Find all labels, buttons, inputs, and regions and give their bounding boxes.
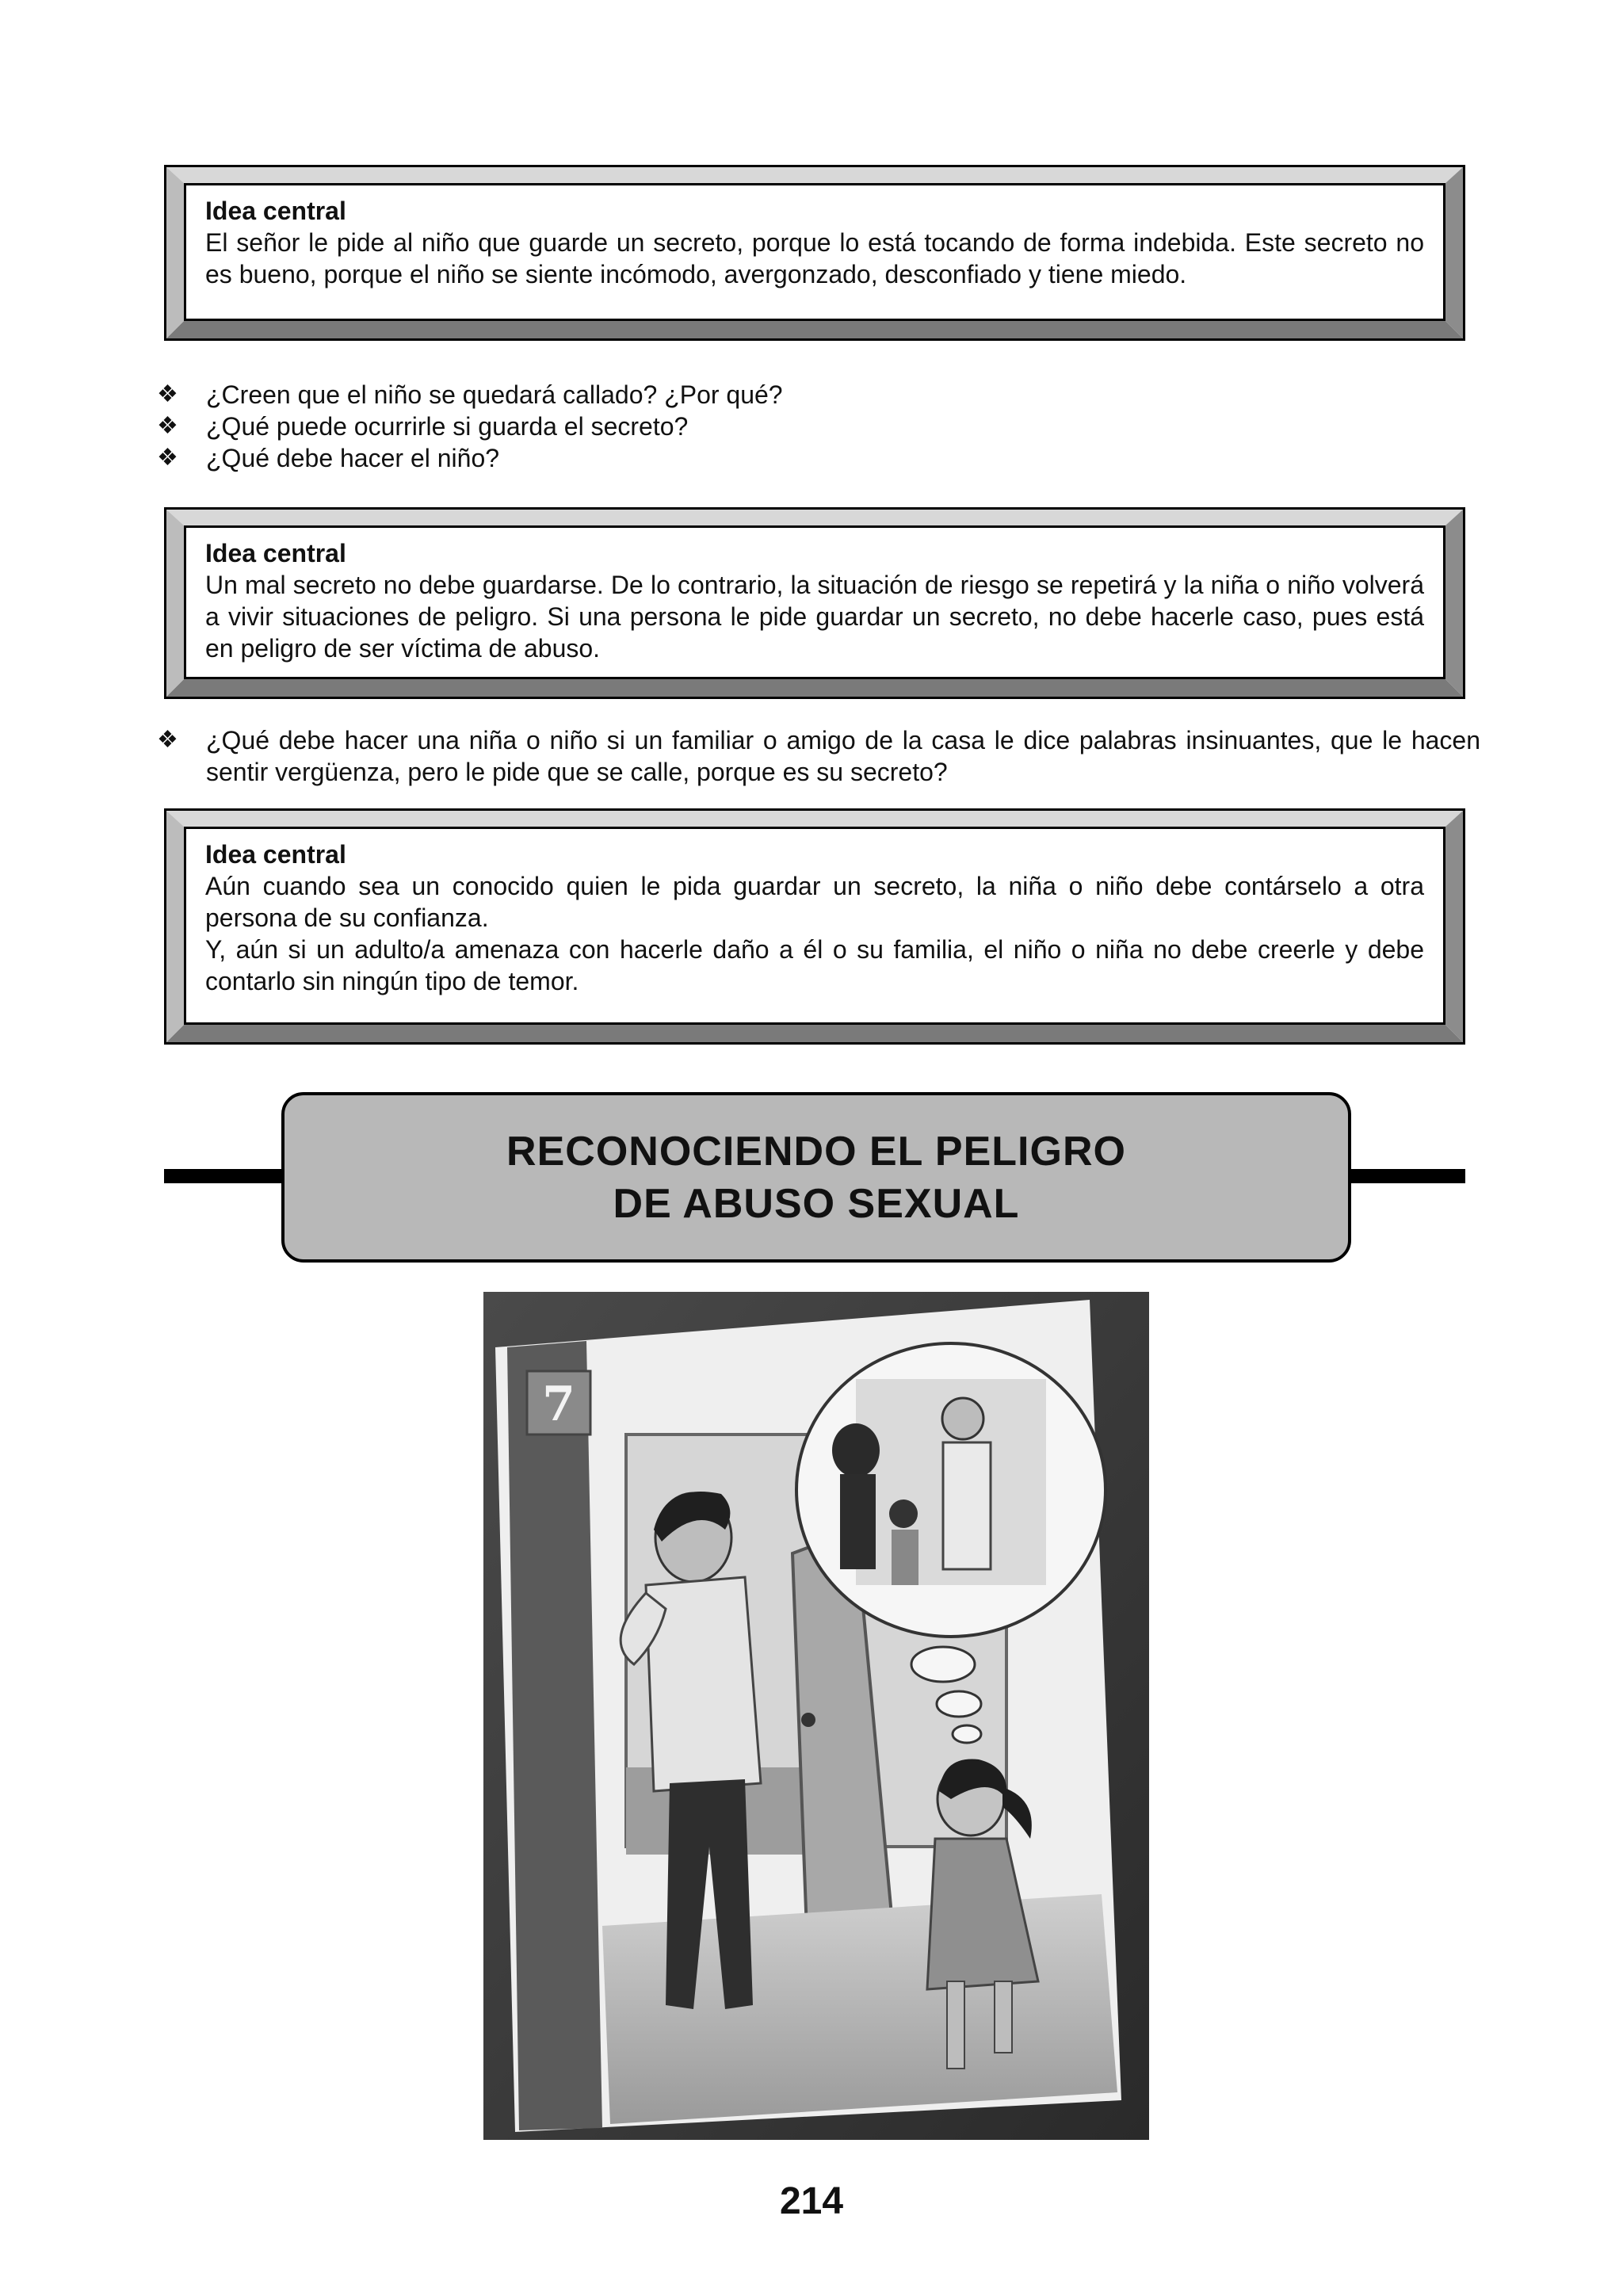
idea-box-2 [164, 507, 1465, 699]
idea-title: Idea central [205, 840, 346, 869]
bubble-woman-hair [832, 1423, 880, 1477]
banner-title-line-1: RECONOCIENDO EL PELIGRO [506, 1129, 1126, 1175]
idea-paragraph: Aún cuando sea un conocido quien le pida guardar un secreto, la niña o niño debe contárselo a otra persona de su confianza. [205, 872, 1424, 932]
diamond-bullet-icon: ❖ [157, 413, 178, 439]
diamond-bullet-icon: ❖ [157, 727, 178, 753]
diamond-bullet-icon: ❖ [157, 381, 178, 407]
question-item: ❖ ¿Creen que el niño se quedará callado? ¿Por qué? [157, 380, 783, 409]
idea-paragraph: Un mal secreto no debe guardarse. De lo contrario, la situación de riesgo se repetirá y la niña o niño volverá a vivir situaciones de peligro. Si una persona le pide guardar un secreto, no debe hacerle caso, pues está en peligro de ser víctima de abuso. [205, 571, 1424, 663]
idea-text [205, 569, 1424, 664]
bubble-girl-head [889, 1499, 918, 1528]
wall-strip [507, 1341, 602, 2130]
card-number: 7 [542, 1377, 575, 1432]
page-number: 214 [779, 2180, 844, 2222]
bubble-woman [840, 1474, 876, 1569]
question-item: ❖ ¿Qué debe hacer una niña o niño si un familiar o amigo de la casa le dice palabras insinuantes, que le hacen sentir vergüenza, pero le pide que se calle, porque es su secreto? [157, 726, 1480, 786]
thought-dot-small [953, 1725, 981, 1743]
idea-title: Idea central [205, 197, 346, 225]
idea-box-1 [164, 165, 1465, 341]
question-list-1 [157, 379, 1480, 474]
idea-box-inner [184, 827, 1445, 1025]
idea-box-3 [164, 808, 1465, 1045]
idea-text [205, 227, 1424, 290]
section-banner [281, 1092, 1351, 1263]
idea-paragraph: Y, aún si un adulto/a amenaza con hacerle daño a él o su familia, el niño o niña no debe creerle y debe contarlo sin ningún tipo de temor. [205, 935, 1424, 995]
diamond-bullet-icon: ❖ [157, 445, 178, 471]
door-knob [801, 1713, 815, 1727]
idea-text [205, 870, 1424, 997]
illustration-card-7 [483, 1292, 1149, 2140]
bubble-man-head [942, 1398, 983, 1439]
banner-title-line-2: DE ABUSO SEXUAL [613, 1181, 1020, 1227]
question-item: ❖ ¿Qué puede ocurrirle si guarda el secreto? [157, 412, 689, 441]
thought-dot-large [911, 1647, 975, 1682]
idea-paragraph: El señor le pide al niño que guarde un secreto, porque lo está tocando de forma indebida. Este secreto no es bueno, porque el niño se siente incómodo, avergonzado, desconfiado y tiene miedo. [205, 228, 1424, 288]
bubble-man [943, 1442, 991, 1569]
thought-dot-medium [937, 1691, 981, 1717]
question-list-2 [157, 724, 1480, 788]
girl-leg [995, 1981, 1012, 2053]
idea-title: Idea central [205, 539, 346, 567]
question-item: ❖ ¿Qué debe hacer el niño? [157, 444, 500, 472]
idea-box-inner [184, 525, 1445, 679]
girl-leg [947, 1981, 964, 2069]
bubble-girl [892, 1530, 918, 1585]
idea-box-inner [184, 183, 1445, 321]
